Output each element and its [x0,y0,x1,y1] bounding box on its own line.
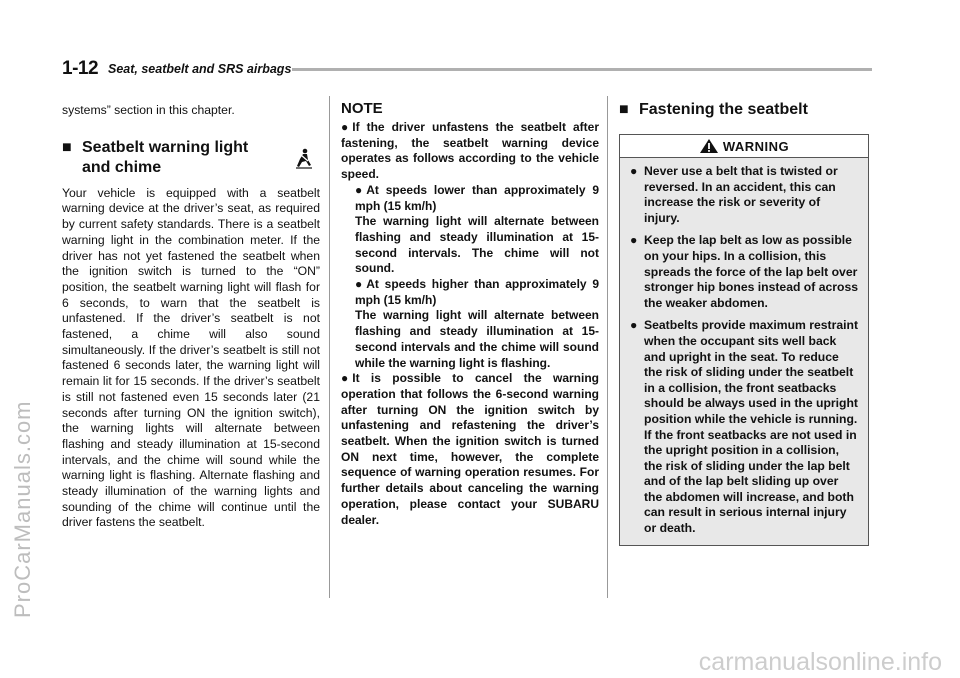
bullet: ● [355,277,363,292]
header-rule [292,68,872,71]
watermark-procarmanuals: ProCarManuals.com [10,400,35,618]
bullet: ● [355,182,363,197]
note-sub2-text: The warning light will alternate between flashing and steady illumination at 15-second intervals and the chime will sound while the warning light is flashing. [355,308,599,370]
column-divider-2 [607,96,608,598]
warning-item: ● Keep the lap belt as low as possible on your hips. In a collision, this spreads the force of the lap belt over stronger hip bones instead of across the weaker abdomen. [630,233,859,310]
warning-item: ● Never use a belt that is twisted or reversed. In an accident, this can increase the risk or severity of injury. [630,164,838,225]
heading-text: Fastening the seatbelt [639,101,808,118]
note-sub2-title: ● At speeds higher than approximately 9 mph (15 km/h) [355,277,599,307]
warning-triangle-icon [699,138,719,154]
square-bullet: ■ [62,138,72,156]
watermark-carmanualsonline: carmanualsonline.info [698,648,942,676]
page-header [62,58,872,80]
column-1 [62,96,320,531]
section-heading-warning-light [62,138,320,178]
note-sub1-text: The warning light will alternate between flashing and steady illumination at 15-second intervals. The chime will not sound. [355,214,599,276]
square-bullet: ■ [619,101,629,118]
lead-text: systems” section in this chapter. [62,103,235,117]
warning-item: ● Seatbelts provide maximum restraint when the occupant sits well back and upright in the seat. To reduce the risk of sliding under the seatbelt in a collision, the front seatbacks should be always used in the upright position while the vehicle is running. If the front seatbacks are not used in the upright position in a collision, the risk of sliding under the lap belt and of the lap belt sliding up over the abdomen will increase, and both can result in serious internal injury or death. [630,318,859,536]
bullet: ● [341,120,349,134]
heading-text: Seatbelt warning light and chime [82,138,249,176]
note-intro: ● If the driver unfastens the seatbelt after fastening, the seatbelt warning device operates as follows according to the vehicle speed. [341,120,599,182]
page-number: 1-12 [62,58,99,79]
bullet: ● [630,318,638,333]
bullet: ● [341,371,349,386]
section-heading-fastening [619,100,869,120]
note-title: NOTE [341,100,383,117]
warning-light-description: Your vehicle is equipped with a seatbelt warning device at the driver’s seat, as required by current safety standards. There is a seatbelt warning light in the combination meter. If the driver has not yet fastened the seatbelt when the ignition switch is turned to the “ON” position, the seatbelt warning light will flash for 6 seconds, to warn that the seatbelt is unfastened. If the driver’s seatbelt is not fastened, a chime will also sound simultaneously. If the driver’s seatbelt is still not fastened 6 seconds later, the warning light will remain lit for 15 seconds. If the driver’s seatbelt is still not fastened even 15 seconds later (21 seconds after turning ON the ignition switch), the warning lights will alternate between flashing and steady illumination at 15-second intervals, and the chime will sound while the warning light is flashing. Alternate flashing and steady illumination of the warning lights and sounding of the chime will continue until the driver fastens the seatbelt. [62,185,320,530]
warning-box [619,134,869,546]
warning-label: WARNING [722,138,790,154]
note-final: ● It is possible to cancel the warning operation that follows the 6-second warning after turning ON the ignition switch by unfastening and refastening the driver’s seatbelt. When the ignition switch is turned ON next time, however, the complete sequence of warning operation resumes. For further details about canceling the warning operation, please contact your SUBARU dealer. [341,371,599,527]
column-2 [341,96,599,528]
chapter-title: Seat, seatbelt and SRS airbags [108,62,292,76]
note-body [341,120,599,528]
note-sub1-title: ● At speeds lower than approximately 9 mph (15 km/h) [355,182,599,213]
warning-body [620,158,868,545]
column-divider-1 [329,96,330,598]
bullet: ● [630,233,638,248]
column-3 [619,96,869,546]
seatbelt-warning-icon [294,148,314,170]
bullet: ● [630,164,638,178]
warning-header [620,135,868,158]
